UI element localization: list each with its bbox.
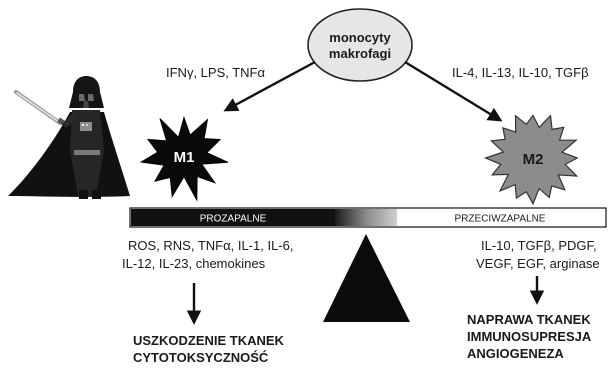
m1-macrophage-shape xyxy=(141,118,228,200)
fulcrum-triangle xyxy=(323,234,410,322)
m2-stimuli-label: IL-4, IL-13, IL-10, TGFβ xyxy=(452,65,589,80)
m1-label: M1 xyxy=(173,149,195,166)
proinflammatory-label: PROZAPALNE xyxy=(199,213,267,225)
m2-macrophage-shape xyxy=(486,115,578,203)
m2-products-line-1: IL-10, TGFβ, PDGF, xyxy=(481,238,597,253)
m1-products-line-2: IL-12, IL-23, chemokines xyxy=(122,256,266,271)
node-line-1: monocyty xyxy=(329,30,391,45)
m2-label: M2 xyxy=(522,151,544,168)
m1-outcome-line-2: CYTOTOKSYCZNOŚĆ xyxy=(133,350,269,365)
node-line-2: makrofagi xyxy=(328,46,392,61)
m2-outcome-line-3: ANGIOGENEZA xyxy=(467,346,564,361)
m2-outcome-line-2: IMMUNOSUPRESJA xyxy=(467,329,592,344)
monocyte-macrophage-node xyxy=(308,9,412,81)
m1-stimuli-label: IFNγ, LPS, TNFα xyxy=(166,65,266,80)
antiinflammatory-label: PRZECIWZAPALNE xyxy=(454,213,546,225)
m1-outcome-line-1: USZKODZENIE TKANEK xyxy=(133,333,284,348)
m2-outcome-line-1: NAPRAWA TKANEK xyxy=(467,312,591,327)
m2-products-line-2: VEGF, EGF, arginase xyxy=(476,256,600,271)
m1-products-line-1: ROS, RNS, TNFα, IL-1, IL-6, xyxy=(128,238,294,253)
darth-vader-figure-icon xyxy=(8,76,130,199)
balance-bar xyxy=(130,208,606,227)
